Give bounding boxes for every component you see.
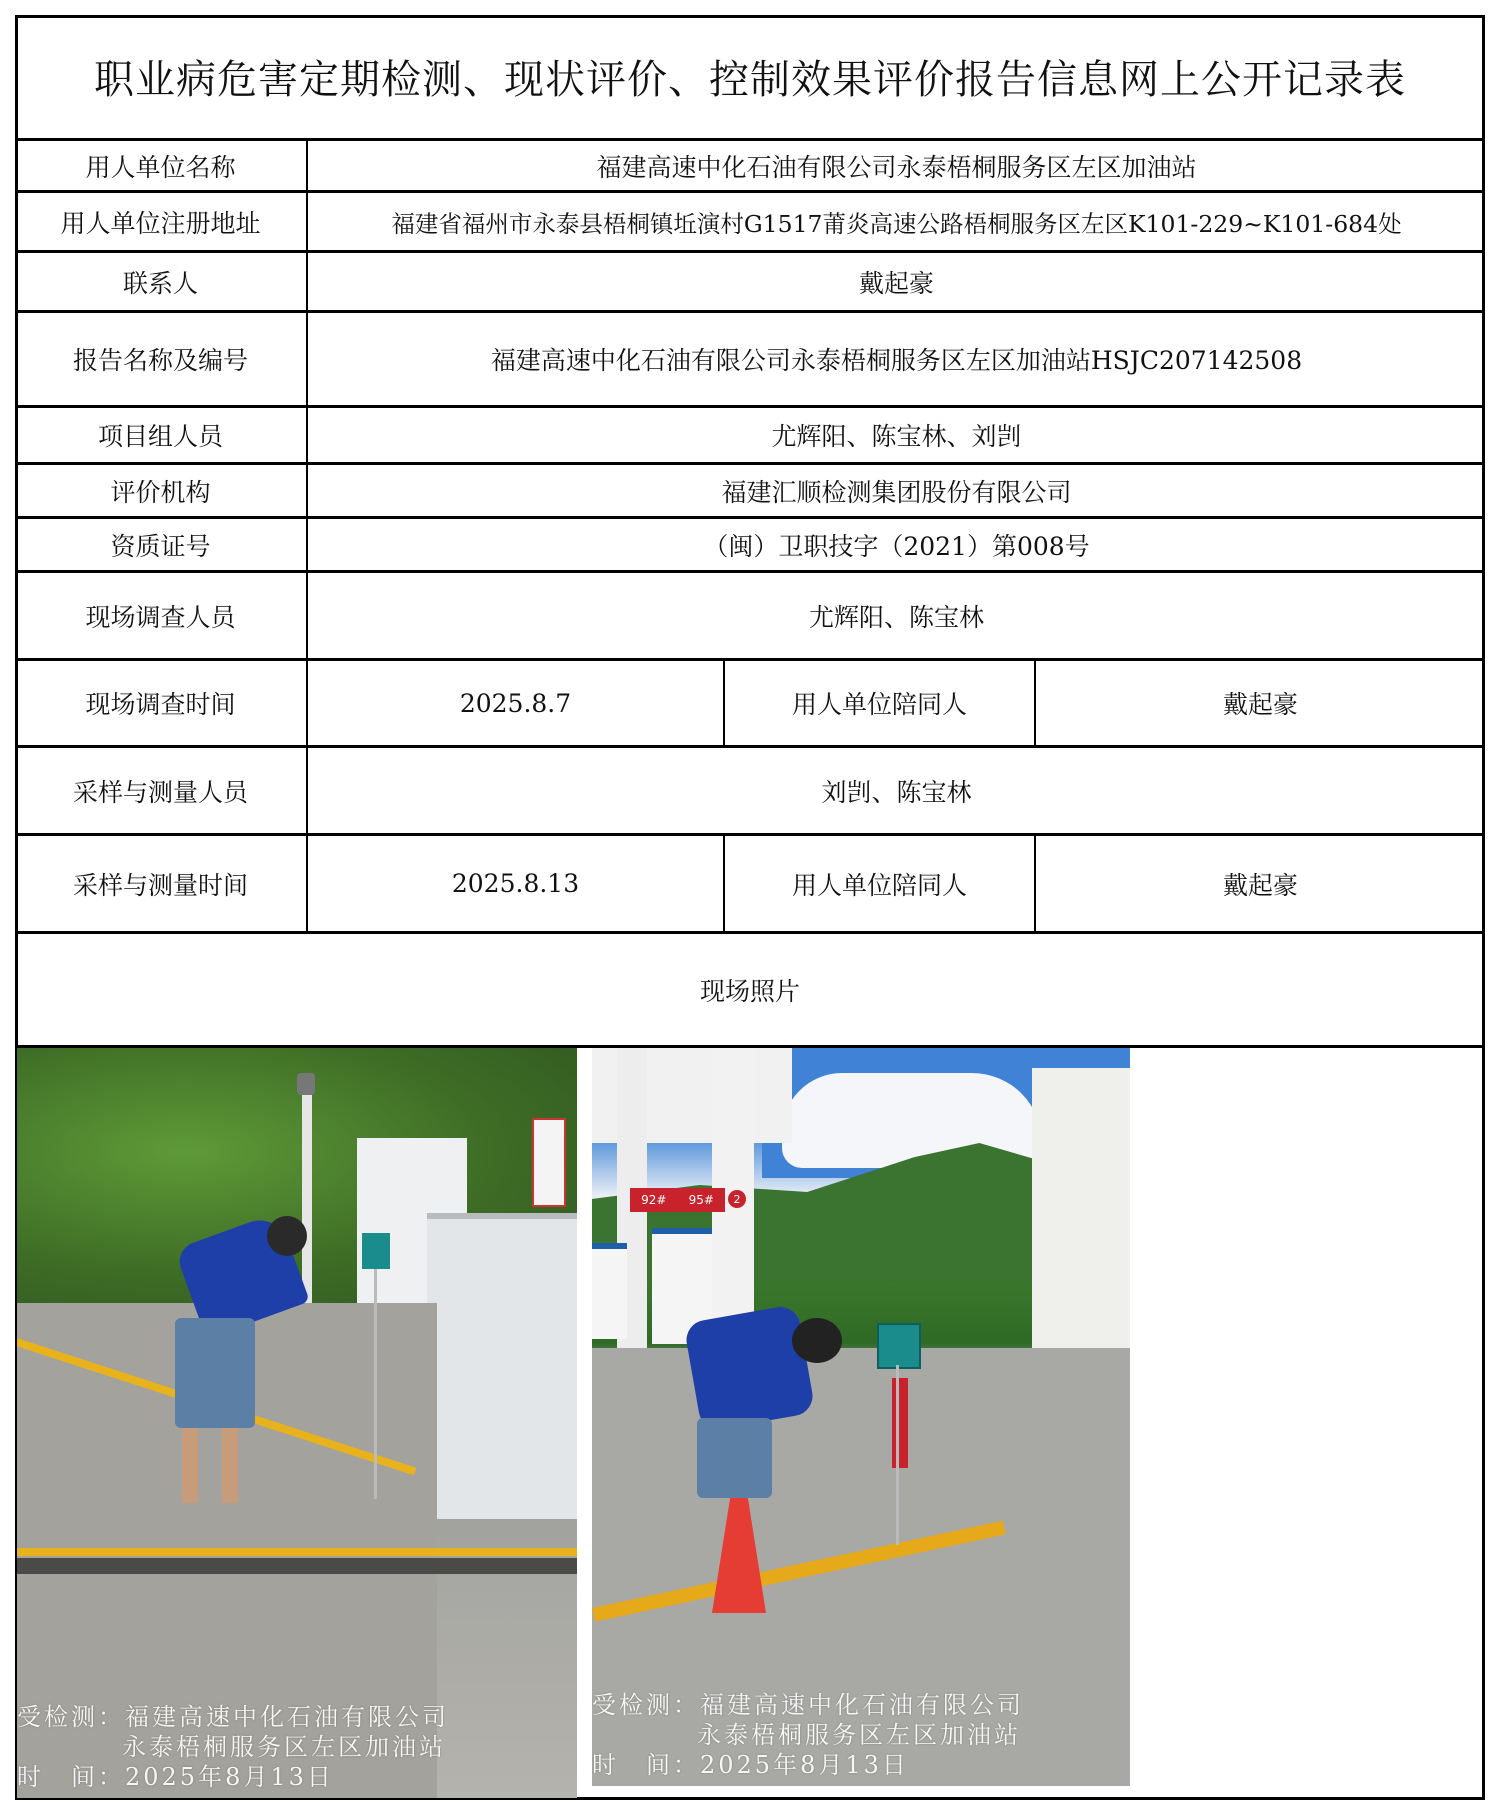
camera-icon [297,1073,315,1095]
bollard [892,1378,908,1468]
watermark-station: 永泰梧桐服务区左区加油站 [697,1721,1021,1749]
warning-sign [532,1118,566,1207]
inspector-head [267,1216,307,1256]
row-employer-address [15,193,1485,253]
photos-heading: 现场照片 [15,934,1485,1048]
watermark-company: 福建高速中化石油有限公司 [700,1691,1024,1719]
row-survey-staff [15,573,1485,661]
watermark-time-label: 时 间： [17,1763,125,1791]
value-report: 福建高速中化石油有限公司永泰梧桐服务区左区加油站HSJC207142508 [490,346,1303,375]
label-certificate: 资质证号 [15,519,308,570]
row-contact [15,253,1485,313]
label-survey-time: 现场调查时间 [15,661,308,745]
row-survey-time [15,661,1485,748]
site-photo-2 [592,1048,1130,1786]
row-certificate [15,519,1485,573]
value-contact: 戴起豪 [858,268,934,298]
value-survey-escort: 戴起豪 [1222,690,1298,719]
label-sampling-staff: 采样与测量人员 [15,748,308,833]
site-photo-1 [17,1048,577,1798]
value-employer-address: 福建省福州市永泰县梧桐镇坵演村G1517莆炎高速公路梧桐服务区左区K101-229~K101-684处 [391,209,1402,238]
grade-92: 92# [641,1193,667,1207]
sampler-device [362,1233,390,1269]
row-sampling-staff [15,748,1485,836]
yellow-line [17,1548,577,1556]
label-contact: 联系人 [15,253,308,310]
storage-box [427,1213,577,1519]
value-survey-staff: 尤辉阳、陈宝林 [808,602,984,632]
tripod [896,1365,899,1545]
value-employer-name: 福建高速中化石油有限公司永泰梧桐服务区左区加油站 [596,152,1197,182]
label-report: 报告名称及编号 [15,313,308,405]
inspector-shorts [175,1318,255,1428]
curb [17,1558,577,1574]
pump-number-2: 2 [728,1190,746,1208]
watermark-date: 2025年8月13日 [700,1751,909,1779]
value-survey-time: 2025.8.7 [308,661,725,745]
row-report [15,313,1485,408]
inspector-leg [222,1428,238,1503]
label-survey-escort: 用人单位陪同人 [725,661,1036,745]
page-title: 职业病危害定期检测、现状评价、控制效果评价报告信息网上公开记录表 [15,15,1485,141]
value-sampling-time: 2025.8.13 [308,836,725,931]
watermark-station: 永泰梧桐服务区左区加油站 [122,1733,446,1761]
label-project-team: 项目组人员 [15,408,308,462]
label-sampling-time: 采样与测量时间 [15,836,308,931]
label-employer-name: 用人单位名称 [15,141,308,190]
row-agency [15,465,1485,519]
inspector-shorts [697,1418,772,1498]
tripod [374,1269,377,1499]
label-agency: 评价机构 [15,465,308,516]
row-sampling-time [15,836,1485,934]
photo-1-watermark [17,1702,449,1792]
row-employer-name [15,141,1485,193]
inspector-leg [182,1428,198,1503]
watermark-company: 福建高速中化石油有限公司 [125,1703,449,1731]
value-certificate: （闽）卫职技字（2021）第008号 [703,531,1090,561]
inspector-vest [683,1304,815,1432]
watermark-date: 2025年8月13日 [125,1763,334,1791]
watermark-label: 受检测： [592,1691,700,1719]
row-project-team [15,408,1485,465]
inspector-head [792,1318,842,1363]
sampler-device [877,1323,921,1369]
label-employer-address: 用人单位注册地址 [15,193,308,250]
value-project-team: 尤辉阳、陈宝林、刘剀 [771,422,1022,451]
grade-95: 95# [688,1193,714,1207]
photo-2-watermark [592,1690,1024,1780]
label-survey-staff: 现场调查人员 [15,573,308,658]
value-agency: 福建汇顺检测集团股份有限公司 [721,477,1072,507]
watermark-time-label: 时 间： [592,1751,700,1779]
fuel-dispenser [592,1243,627,1339]
fuel-grade-sign [630,1188,725,1212]
value-sampling-escort: 戴起豪 [1222,870,1298,900]
label-sampling-escort: 用人单位陪同人 [725,836,1036,931]
value-sampling-staff: 刘剀、陈宝林 [821,777,972,807]
watermark-label: 受检测： [17,1703,125,1731]
camera-pole [302,1078,312,1308]
